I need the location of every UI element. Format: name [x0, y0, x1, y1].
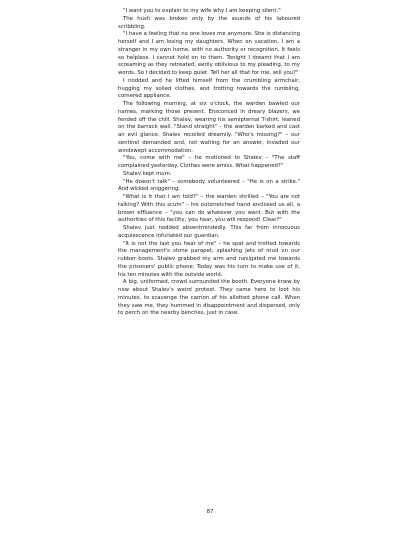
paragraph: I nodded and he lifted himself from the crumbling armchair, hugging my soiled clothes, and trotting towards the rumbling, cornered appliance. — [118, 77, 300, 100]
paragraph: A big, uniformed, crowd surrounded the booth. Everyone knew by now about Shalev's weird protest. They came here to loot his minutes, to scavenge the carrion of his allotted phone call. When they saw me, they hummed in disappointment and dispersed, only to perch on the nearby benches, just in case. — [118, 279, 300, 317]
paragraph: "He doesn't talk" – somebody volunteered – "He is on a strike." And wicked sniggering. — [118, 178, 300, 193]
paragraph: "You, come with me" – he motioned to Shalev – "The staff complained yesterday. Clothes were amiss. What happened?" — [118, 155, 300, 169]
paragraph: The hush was broken only by the sounds of his laboured scribbling. — [118, 15, 300, 30]
paragraph: Shalev kept mum. — [123, 170, 172, 177]
paragraph: "It is not the last you hear of me" – he spat and trotted towards the management's stone parapet, splashing jets of mud on our rubber boots. Shalev grabbed my arm and navigated me towards the prisoners' public phone. Today was his turn to make use of it, his ten minutes with the outside world. — [118, 240, 300, 278]
page-number: 87 — [206, 509, 214, 515]
paragraph: Shalev just nodded absentmindedly. This far from innocuous acquiescence infuriated our guardian. — [118, 225, 300, 239]
paragraph: The following morning, at six o'clock, the warden bawled our names, marking those present. Ensconced in dreary blazers, we fended off the chill. Shalev, wearing his semipternal T-shirt, leaned on the barrack wall. "Stand straight" – the warden barked and cast an evil glance. Shalev recoiled dreamily. "Who's missing?" – our sentinel demanded and, not waiting for an answer, invaded our windswept accommodation. — [118, 101, 300, 154]
body-text — [118, 8, 300, 318]
paragraph: "I want you to explain to my wife why I am keeping silent." — [123, 8, 281, 14]
paragraph: "What is it that I am told?" – the warden shrilled – "You are not talking? With this scum" – his outstretched hand enclosed us all, a brown effluence – "you can do whatever you want. But with the authorities of this facility, you hear, you will respond! Clear?" — [118, 194, 300, 224]
paragraph: "I have a feeling that no one loves me anymore. She is distancing herself and I am losing my daughters. When on vacation, I am a stranger in my own home, with no authority or recognition. It feels so helpless. I cannot hold on to them. Tonight I dreamt that I am screaming as they retreated, eerily oblivious to my pleading, to my words. So I decided to keep quiet. Tell her all that for me, will you?" — [118, 31, 300, 76]
